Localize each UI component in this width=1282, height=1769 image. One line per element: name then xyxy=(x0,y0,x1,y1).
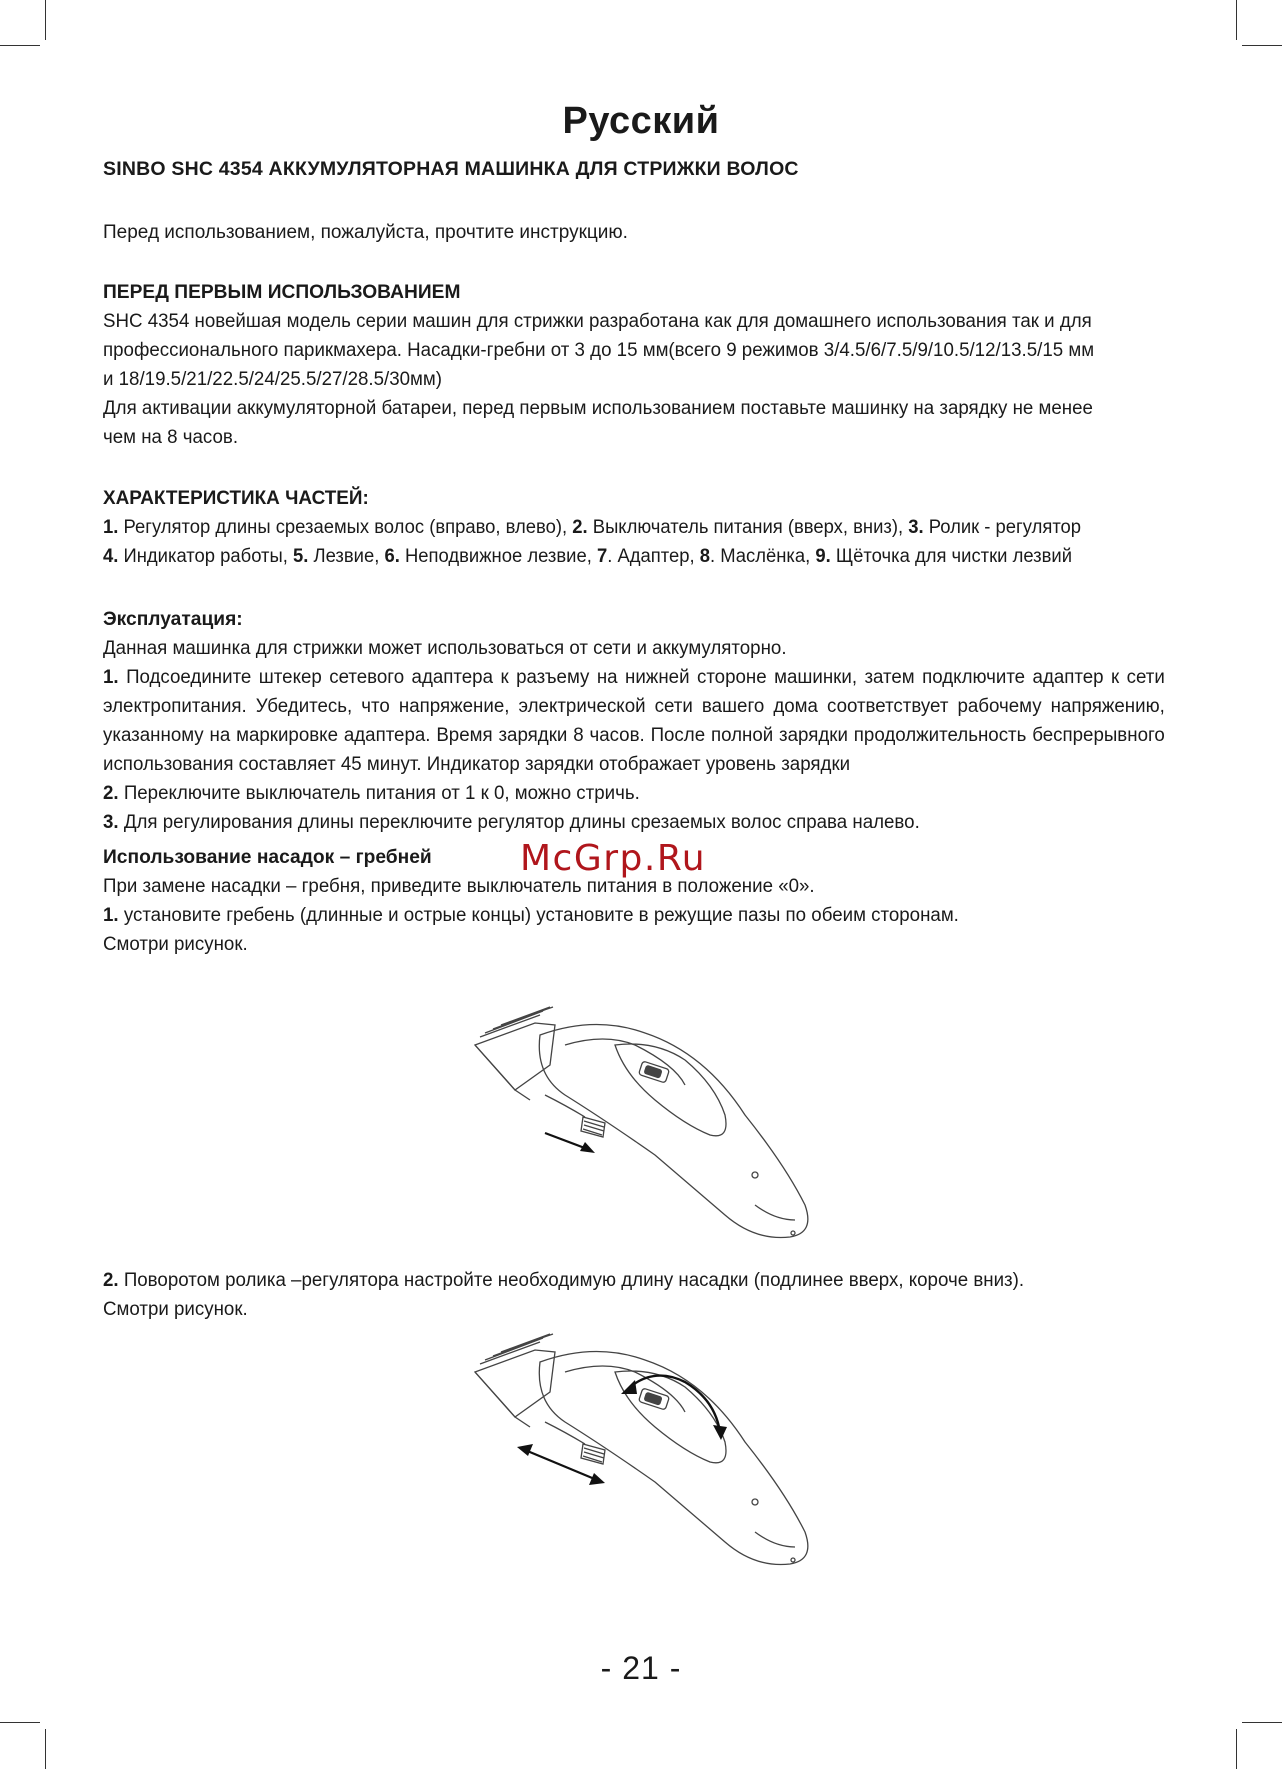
clipper-figure-2 xyxy=(455,1332,825,1572)
operation-step-1: 1. Подсоедините штекер сетевого адаптера к разъему на нижней стороне машинки, затем подключите адаптер к сети электропитания. Убедитесь, что напряжение, электрической сети вашего дома соответствует рабочему напряжению, указанному на маркировке адаптера. Время зарядки 8 часов. После полной зарядки продолжительность беспрерывного использования составляет 45 минут. Индикатор зарядки отображает уровень зарядки xyxy=(103,667,1165,775)
see-figure-label: Смотри рисунок. xyxy=(103,1299,248,1320)
section-operation xyxy=(103,605,1165,837)
parts-line-1: 1. Регулятор длины срезаемых волос (вправо, влево), 2. Выключатель питания (вверх, вниз), 3. Ролик - регулятор xyxy=(103,517,1082,538)
watermark-text: McGrp.Ru xyxy=(520,838,707,879)
curved-double-arrow-icon xyxy=(621,1376,727,1440)
section-parts xyxy=(103,484,1149,571)
operation-step-3: 3. Для регулирования длины переключите регулятор длины срезаемых волос справа налево. xyxy=(103,812,920,833)
intro-text: Перед использованием, пожалуйста, прочтите инструкцию. xyxy=(103,222,628,243)
section-heading: ХАРАКТЕРИСТИКА ЧАСТЕЙ: xyxy=(103,487,369,509)
operation-intro: Данная машинка для стрижки может использоваться от сети и аккумуляторно. xyxy=(103,638,787,659)
product-title: SINBO SHC 4354 АККУМУЛЯТОРНАЯ МАШИНКА ДЛЯ СТРИЖКИ ВОЛОС xyxy=(103,158,799,180)
attachments-step-2: 2. Поворотом ролика –регулятора настройте необходимую длину насадки (подлинее вверх, короче вниз). xyxy=(103,1270,1025,1291)
attachments-line: При замене насадки – гребня, приведите выключатель питания в положение «0». xyxy=(103,876,815,897)
parts-line-2: 4. Индикатор работы, 5. Лезвие, 6. Неподвижное лезвие, 7. Адаптер, 8. Маслёнка, 9. Щёточка для чистки лезвий xyxy=(103,546,1073,567)
language-title: Русский xyxy=(562,100,720,142)
clipper-drawing xyxy=(475,1007,808,1238)
attachments-step-1: 1. установите гребень (длинные и острые концы) установите в режущие пазы по обеим сторонам. xyxy=(103,905,959,926)
text-line: Для активации аккумуляторной батареи, перед первым использованием поставьте машинку на зарядку не менее xyxy=(103,398,1093,419)
text-line: и 18/19.5/21/22.5/24/25.5/27/28.5/30мм) xyxy=(103,369,443,390)
clipper-figure-1 xyxy=(455,1005,825,1245)
operation-step-2: 2. Переключите выключатель питания от 1 к 0, можно стричь. xyxy=(103,783,640,804)
section-heading: Эксплуатация: xyxy=(103,608,243,630)
section-attachments-step-2 xyxy=(103,1266,1165,1324)
see-figure-label: Смотри рисунок. xyxy=(103,934,248,955)
text-line: чем на 8 часов. xyxy=(103,427,239,448)
page-number: - 21 - xyxy=(600,1650,682,1686)
text-line: профессионального парикмахера. Насадки-гребни от 3 до 15 мм(всего 9 режимов 3/4.5/6/7.5/9/10.5/12/13.5/15 мм xyxy=(103,340,1095,361)
arrow-icon xyxy=(545,1133,595,1153)
text-line: SHC 4354 новейшая модель серии машин для стрижки разработана как для домашнего использования так и для xyxy=(103,311,1092,332)
section-before-first-use xyxy=(103,278,1165,452)
section-heading: ПЕРЕД ПЕРВЫМ ИСПОЛЬЗОВАНИЕМ xyxy=(103,281,461,303)
section-heading: Использование насадок – гребней xyxy=(103,846,432,868)
